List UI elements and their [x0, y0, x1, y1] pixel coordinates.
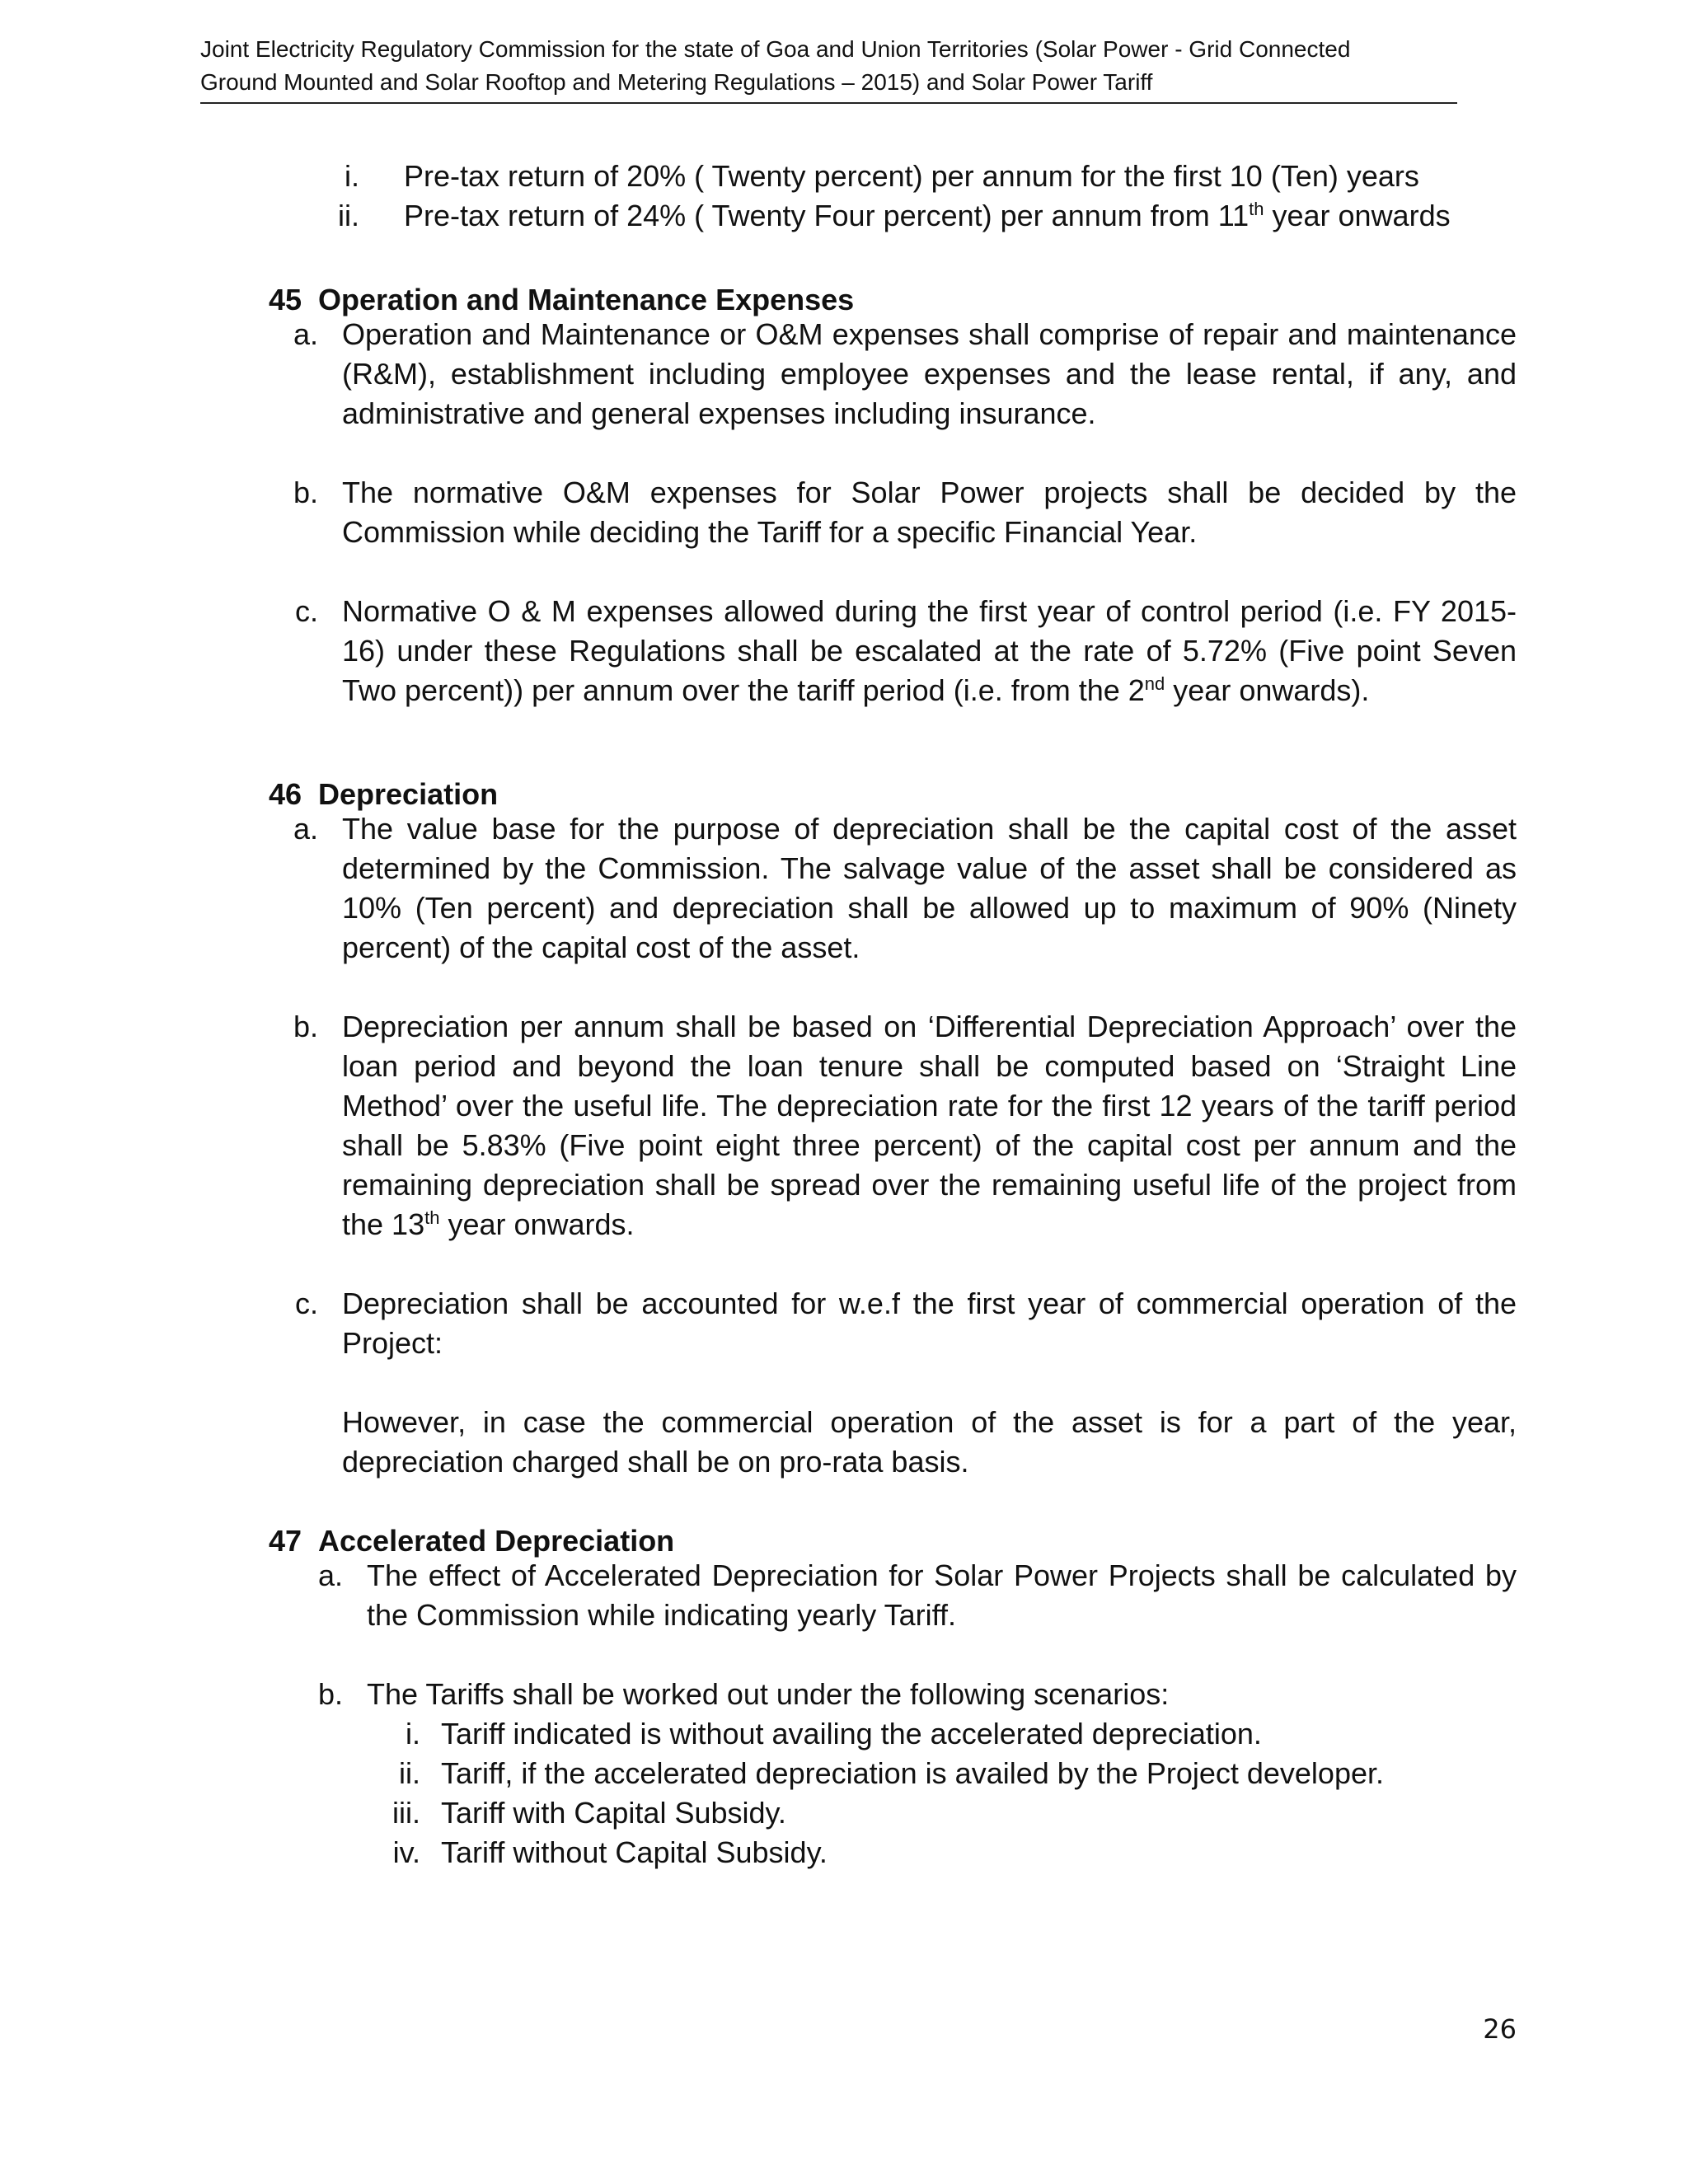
paragraph: Depreciation shall be accounted for w.e.f the first year of commercial operation of the Project:	[342, 1286, 1517, 1360]
section-heading	[269, 280, 854, 320]
section-title: Operation and Maintenance Expenses	[318, 283, 855, 316]
list-marker: ii.	[338, 199, 359, 232]
section-title: Accelerated Depreciation	[318, 1524, 675, 1558]
page-number: 26	[1483, 2013, 1517, 2045]
list-marker: i.	[345, 159, 359, 193]
paragraph: The effect of Accelerated Depreciation for Solar Power Projects shall be calculated by the Commission while indicating yearly Tariff.	[367, 1558, 1517, 1632]
paragraph: Normative O & M expenses allowed during the first year of control period (i.e. FY 2015-16) under these Regulations shall be escalated at the rate of 5.72% (Five point Seven Two percent)) per annum over the tariff period (i.e. from the 2nd year onwards).	[342, 594, 1517, 707]
paragraph: Operation and Maintenance or O&M expenses shall comprise of repair and maintenance (R&M), establishment including employee expenses and the lease rental, if any, and administrative and general expenses including insurance.	[342, 317, 1517, 430]
list-marker: ii.	[399, 1756, 420, 1790]
paragraph: The Tariffs shall be worked out under the following scenarios:	[367, 1677, 1170, 1711]
paragraph: The normative O&M expenses for Solar Power projects shall be decided by the Commission while deciding the Tariff for a specific Financial Year.	[342, 476, 1517, 549]
section-number: 47	[269, 1524, 302, 1558]
list-marker: b.	[293, 476, 318, 509]
list-marker: iii.	[392, 1796, 420, 1830]
list-marker: iv.	[392, 1835, 420, 1869]
list-marker: c.	[294, 1286, 318, 1320]
list-item: Tariff indicated is without availing the accelerated depreciation.	[441, 1717, 1262, 1750]
paragraph-note: However, in case the commercial operation of the asset is for a part of the year, depreciation charged shall be on pro-rata basis.	[342, 1405, 1517, 1479]
list-item	[404, 157, 1475, 196]
list-marker: b.	[293, 1010, 318, 1043]
list-marker: a.	[317, 1558, 343, 1592]
list-item: Tariff, if the accelerated depreciation is availed by the Project developer.	[441, 1756, 1385, 1790]
list-marker: c.	[294, 594, 318, 628]
list-item: Tariff with Capital Subsidy.	[441, 1796, 786, 1830]
list-item: Tariff without Capital Subsidy.	[441, 1835, 828, 1869]
section-title: Depreciation	[318, 777, 499, 811]
section-heading	[269, 1521, 674, 1561]
section-number: 45	[269, 283, 302, 316]
header-line-2: Ground Mounted and Solar Rooftop and Metering Regulations – 2015) and Solar Power Tariff	[200, 69, 1153, 95]
list-item: Pre-tax return of 24% ( Twenty Four percent) per annum from 11th year onwards	[404, 199, 1451, 232]
list-marker: i.	[406, 1717, 420, 1750]
header-line-1: Joint Electricity Regulatory Commission for the state of Goa and Union Territories (Solar Power - Grid Connected	[200, 36, 1351, 62]
paragraph: Depreciation per annum shall be based on ‘Differential Depreciation Approach’ over the loan period and beyond the loan tenure shall be computed based on ‘Straight Line Method’ over the useful life. The depreciation rate for the first 12 years of the tariff period shall be 5.83% (Five point eight three percent) of the capital cost per annum and the remaining depreciation shall be spread over the remaining useful life of the project from the 13th year onwards.	[342, 1010, 1517, 1241]
section-number: 46	[269, 777, 302, 811]
paragraph: The value base for the purpose of depreciation shall be the capital cost of the asset determined by the Commission. The salvage value of the asset shall be considered as 10% (Ten percent) and depreciation shall be allowed up to maximum of 90% (Ninety percent) of the capital cost of the asset.	[342, 812, 1517, 964]
list-marker: a.	[293, 317, 318, 351]
running-header	[200, 33, 1457, 104]
list-item-text: Pre-tax return of 20% ( Twenty percent) per annum for the first 10 (Ten) years	[404, 159, 1419, 193]
list-marker: b.	[317, 1677, 343, 1711]
list-marker: a.	[293, 812, 318, 846]
section-heading	[269, 775, 498, 814]
